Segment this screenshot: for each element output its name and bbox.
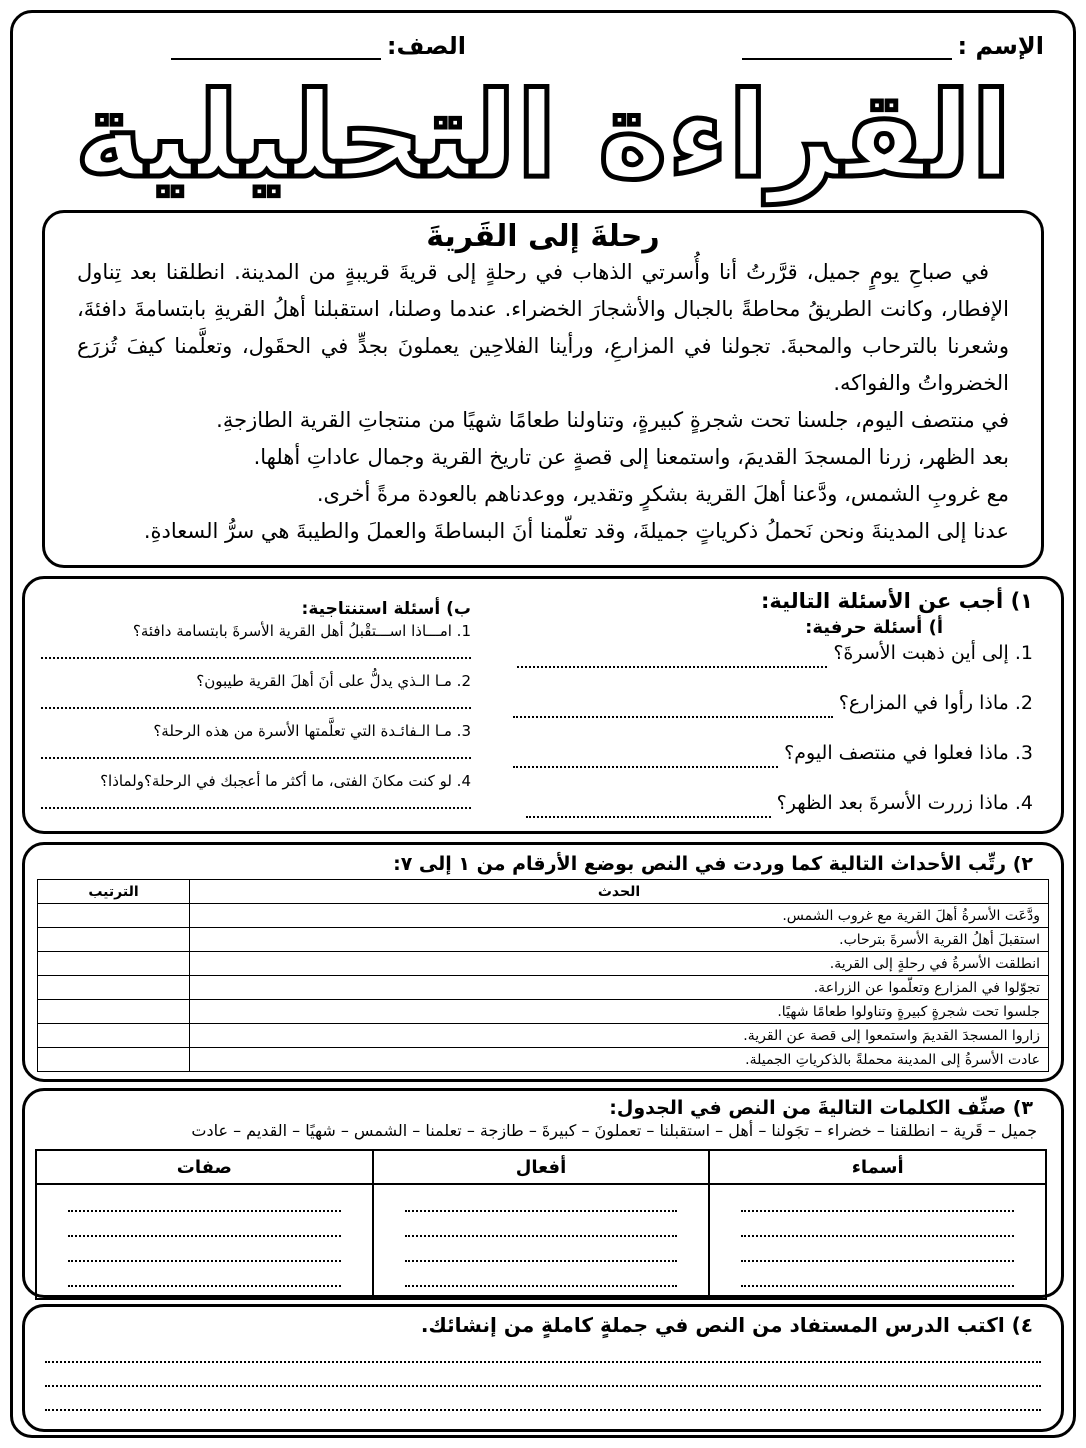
story-paragraph: مع غروبِ الشمس، ودَّعنا أهلَ القرية بشكرٍ وتقدير، ووعدناهم بالعودة مرةً أخرى. (316, 482, 1009, 506)
inference-question: 3. مـا الـفائـدة التي تعلَّمتها الأسرة من هذه الرحلة؟ (153, 722, 471, 740)
answer-line[interactable] (45, 1339, 1041, 1363)
answer-line[interactable] (41, 693, 471, 709)
order-cell[interactable] (38, 904, 190, 928)
literal-question: 2. ماذا رأوا في المزارع؟ (493, 688, 1033, 738)
answer-line[interactable] (41, 643, 471, 659)
q1-heading: ١) أجب عن الأسئلة التالية: (761, 589, 1033, 613)
inference-question: 4. لو كنت مكانَ الفتى، ما أكثر ما أعجبك في الرحلة؟ولماذا؟ (100, 772, 471, 790)
order-cell[interactable] (38, 976, 190, 1000)
table-row (38, 1048, 1049, 1072)
story-paragraph: عدنا إلى المدينةَ ونحن نَحملُ ذكرياتٍ جميلةَ، وقد تعلّمنا أنَ البساطةَ والعملَ والطيبةَ هي سرُّ السعادةِ. (143, 519, 1009, 543)
col-order: الترتيب (38, 880, 190, 904)
order-cell[interactable] (38, 1000, 190, 1024)
answer-line[interactable] (517, 648, 827, 668)
word-bank: جميل – قَرية – انطلقنا – خضراء – تجَولنا – أهل – استقبلنا – تعملونَ – كبيرةَ – طازجة – تعلمنا – الشمس – شهيًا – القديم – عادت (191, 1121, 1037, 1140)
q2-heading: ٢) رتِّب الأحداث التالية كما وردت في النص بوضع الأرقام من ١ إلى ٧: (393, 853, 1033, 875)
worksheet-title: القراءة التحليلية (74, 66, 1012, 204)
name-label: الإسم : (957, 32, 1044, 60)
col-event: الحدث (190, 880, 1049, 904)
answer-line[interactable] (526, 798, 771, 818)
story-paragraph: في صباحِ يومٍ جميل، قرَّرتُ أنا وأُسرتي الذهاب في رحلةٍ إلى قريةَ قريبةٍ من المدينة. انطلقنا بعد تِناول الإفطار، وكانت الطريقُ محاطةً بالجبال والأشجارَ الخضراء. عندما وصلنا، استقبلنا أهلُ القريةِ بابتسامةَ دافئةَ، وشعرنا بالترحاب والمحبةَ. تجولنا في المزارعِ، ورأينا الفلاحِين يعملونَ بجدٍّ في الحقَول، وتعلَّمنا كيفَ تُزرَع الخضرواتُ والفواكه. (77, 260, 1009, 395)
answer-line[interactable] (41, 793, 471, 809)
q4-heading: ٤) اكتب الدرس المستفاد من النص في جملةٍ كاملةٍ من إنشائك. (420, 1313, 1033, 1337)
order-cell[interactable] (38, 928, 190, 952)
col-verbs: أفعال (373, 1150, 710, 1184)
literal-question: 1. إلى أين ذهبت الأسرةَ؟ (493, 638, 1033, 688)
event-cell: جلسوا تحت شجرةٍ كبيرةٍ وتناولوا طعامًا شهيًا. (190, 1000, 1049, 1024)
story-box (42, 210, 1044, 568)
literal-heading: أ) أسئلة حرفية: (805, 617, 943, 638)
question-4-box (22, 1304, 1064, 1432)
literal-question: 3. ماذا فعلوا في منتصف اليوم؟ (493, 738, 1033, 788)
event-cell: عادت الأسرةُ إلى المدينة محملةً بالذكرياتِ الجميلة. (190, 1048, 1049, 1072)
class-line[interactable] (171, 36, 381, 60)
question-3-box (22, 1088, 1064, 1298)
class-label: الصف: (386, 32, 466, 60)
table-row (38, 976, 1049, 1000)
story-title: رحلةَ إلى القَريةَ (426, 219, 660, 254)
col-adjectives: صفات (36, 1150, 373, 1184)
table-row (38, 928, 1049, 952)
event-cell: انطلقت الأسرةُ في رحلةٍ إلى القرية. (190, 952, 1049, 976)
answer-line[interactable] (41, 743, 471, 759)
event-cell: ودَّعَت الأسرةُ أهلَ القرية مع غروب الشمس. (190, 904, 1049, 928)
answer-line[interactable] (45, 1363, 1041, 1387)
story-paragraph: بعد الظهر، زرنا المسجدَ القديمَ، واستمعنا إلى قصةٍ عن تاريخ القرية وجمال عاداتِ أهلها. (253, 445, 1009, 469)
classify-table (35, 1149, 1047, 1300)
verbs-cell[interactable] (373, 1184, 710, 1299)
answer-line[interactable] (513, 748, 778, 768)
answer-line[interactable] (513, 698, 833, 718)
name-field[interactable] (742, 32, 1044, 60)
event-cell: زاروا المسجدَ القديمَ واستمعوا إلى قصة عن القرية. (190, 1024, 1049, 1048)
table-row (38, 1024, 1049, 1048)
order-cell[interactable] (38, 1024, 190, 1048)
adjectives-cell[interactable] (36, 1184, 373, 1299)
event-cell: تجوّلوا في المزارع وتعلّموا عن الزراعة. (190, 976, 1049, 1000)
inference-question: 2. مـا الـذي يدلُّ على أنَ أهلَ القرية طيبون؟ (196, 672, 471, 690)
answer-line[interactable] (45, 1387, 1041, 1411)
table-row (38, 904, 1049, 928)
name-line[interactable] (742, 36, 952, 60)
literal-question: 4. ماذا زررت الأسرةَ بعد الظهر؟ (493, 788, 1033, 838)
inference-question: 1. امـــاذا اســـتقْبلُ أهل القرية الأسرةَ بابتسامة دافئة؟ (132, 622, 471, 640)
class-field[interactable] (171, 32, 466, 60)
col-nouns: أسماء (709, 1150, 1046, 1184)
order-cell[interactable] (38, 952, 190, 976)
ordering-table (37, 879, 1049, 1072)
question-2-box (22, 842, 1064, 1082)
inference-heading: ب) أسئلة استنتاجية: (301, 599, 471, 619)
event-cell: استقبلَ أهلُ القرية الأسرةَ بترحاب. (190, 928, 1049, 952)
order-cell[interactable] (38, 1048, 190, 1072)
table-row (38, 952, 1049, 976)
q3-heading: ٣) صنِّف الكلمات التاليةَ من النص في الجدول: (609, 1097, 1033, 1119)
table-row (38, 1000, 1049, 1024)
story-paragraph: في منتصف اليوم، جلسنا تحت شجرةٍ كبيرةٍ، وتناولنا طعامًا شهيًا من منتجاتِ القرية الطازجةِ. (216, 408, 1009, 432)
question-1-box (22, 576, 1064, 834)
nouns-cell[interactable] (709, 1184, 1046, 1299)
